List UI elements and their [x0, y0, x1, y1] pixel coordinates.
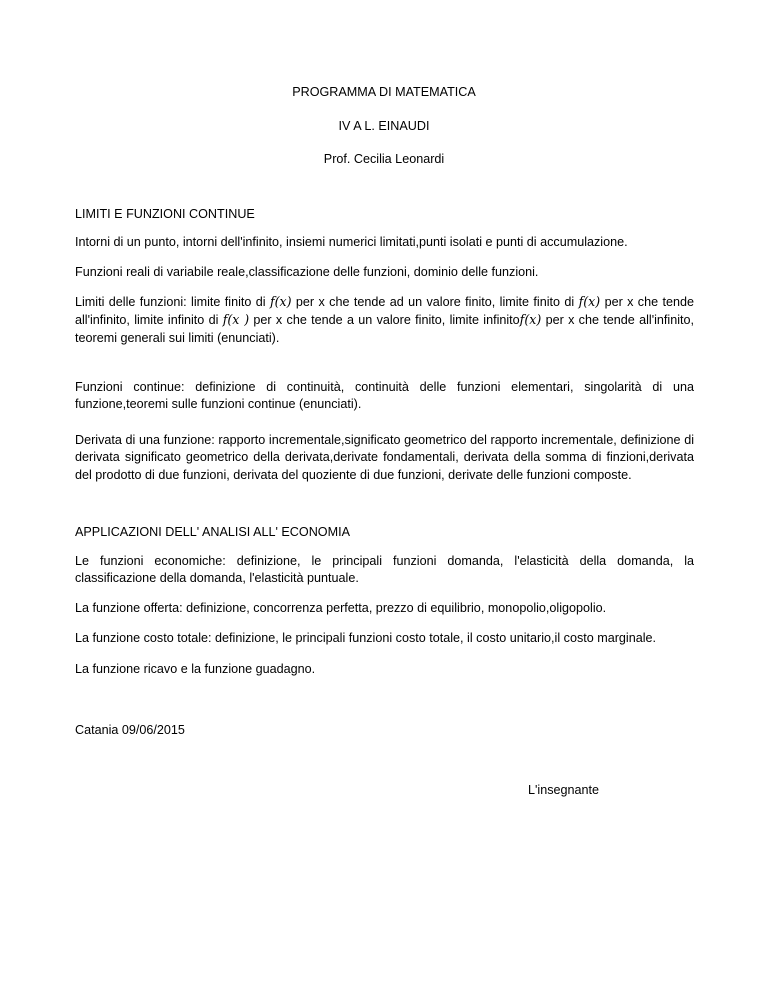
paragraph-funzioni-economiche: Le funzioni economiche: definizione, le principali funzioni domanda, l'elasticità della domanda, la classificazione della domanda, l'elasticità puntuale.: [75, 554, 694, 586]
paragraph-funzione-offerta: La funzione offerta: definizione, concorrenza perfetta, prezzo di equilibrio, monopolio,oligopolio.: [75, 601, 607, 615]
paragraph-costo-totale: La funzione costo totale: definizione, le principali funzioni costo totale, il costo unitario,il costo marginale.: [75, 631, 657, 645]
formula-fx-2: f(x): [578, 294, 601, 309]
section-heading-limiti: LIMITI E FUNZIONI CONTINUE: [75, 207, 255, 221]
class-school-line: IV A L. EINAUDI: [338, 119, 430, 133]
formula-fx-3: f(x ): [222, 312, 250, 328]
limiti-text-1: Limiti delle funzioni: limite finito di: [75, 295, 270, 309]
section-heading-economia: APPLICAZIONI DELL' ANALISI ALL' ECONOMIA: [75, 525, 350, 539]
formula-fx-4: f(x): [519, 312, 542, 328]
limiti-text-5: per x che tende all'infinito, teoremi generali sui limiti (enunciati).: [75, 313, 695, 345]
paragraph-funzioni-continue: Funzioni continue: definizione di continuità, continuità delle funzioni elementari, singolarità di una funzione,teoremi sulle funzioni continue (enunciati).: [75, 380, 694, 412]
paragraph-intorni: Intorni di un punto, intorni dell'infinito, insiemi numerici limitati,punti isolati e punti di accumulazione.: [75, 235, 628, 249]
formula-fx-1: f(x): [269, 294, 292, 309]
limiti-text-4: per x che tende a un valore finito, limite infinito: [249, 313, 520, 328]
paragraph-funzioni-reali: Funzioni reali di variabile reale,classificazione delle funzioni, dominio delle funzioni.: [75, 265, 539, 279]
signature-label: L'insegnante: [528, 783, 600, 797]
paragraph-ricavo-guadagno: La funzione ricavo e la funzione guadagno.: [75, 662, 316, 676]
paragraph-limiti: [75, 293, 694, 347]
paragraph-derivata: Derivata di una funzione: rapporto incrementale,significato geometrico del rapporto incrementale, definizione di derivata significato geometrico della derivata,derivate fondamentali, derivata della somma di finzioni,derivata del prodotto di due funzioni, derivata del quoziente di due funzioni, derivate delle funzioni composte.: [75, 433, 694, 482]
place-date: Catania 09/06/2015: [75, 723, 185, 737]
limiti-text-2: per x che tende ad un valore finito, limite finito di: [291, 295, 579, 309]
document-title: PROGRAMMA DI MATEMATICA: [292, 85, 476, 99]
limiti-text-3: per x che tende all'infinito, limite infinito di: [75, 295, 695, 328]
teacher-name: Prof. Cecilia Leonardi: [323, 152, 445, 166]
